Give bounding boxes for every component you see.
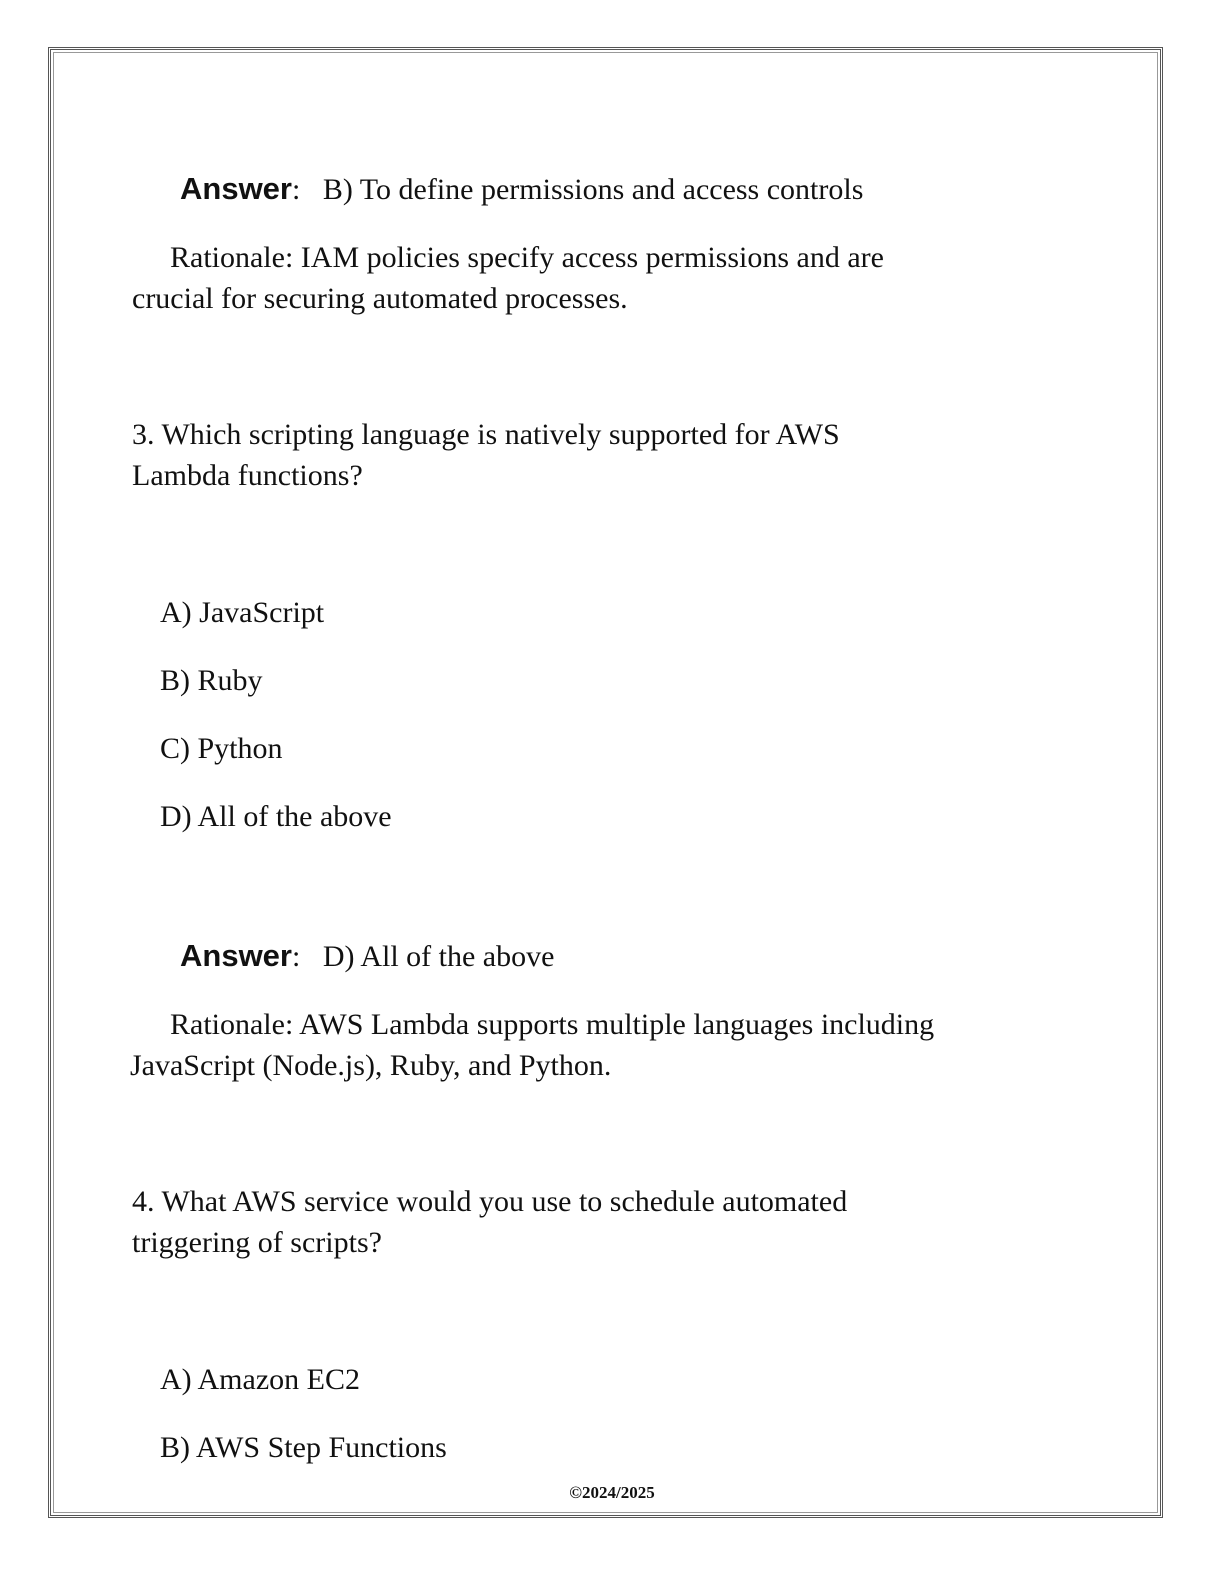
rationale-line: Rationale: AWS Lambda supports multiple languages including: [170, 1008, 935, 1041]
option-d: D) All of the above: [160, 800, 392, 833]
answer-separator: :: [291, 940, 301, 973]
answer-line: [180, 935, 554, 977]
answer-line: [180, 168, 863, 210]
footer-copyright: ©2024/2025: [569, 1483, 655, 1502]
rationale-line: Rationale: IAM policies specify access permissions and are: [170, 241, 884, 274]
rationale-line: JavaScript (Node.js), Ruby, and Python.: [130, 1049, 612, 1082]
question-text: 3. Which scripting language is natively supported for AWS: [132, 418, 840, 451]
answer-label: Answer: [180, 938, 292, 973]
answer-label: Answer: [180, 171, 292, 206]
option-c: C) Python: [160, 732, 283, 765]
answer-text: B) To define permissions and access controls: [322, 173, 864, 206]
question-text: triggering of scripts?: [132, 1226, 382, 1259]
option-a: A) Amazon EC2: [160, 1363, 360, 1396]
answer-separator: :: [291, 173, 301, 206]
rationale-line: crucial for securing automated processes.: [132, 282, 628, 315]
question-text: Lambda functions?: [132, 459, 363, 492]
option-a: A) JavaScript: [160, 596, 325, 629]
option-b: B) Ruby: [160, 664, 263, 697]
question-text: 4. What AWS service would you use to schedule automated: [132, 1185, 848, 1218]
option-b: B) AWS Step Functions: [160, 1431, 447, 1464]
answer-text: D) All of the above: [322, 940, 555, 973]
